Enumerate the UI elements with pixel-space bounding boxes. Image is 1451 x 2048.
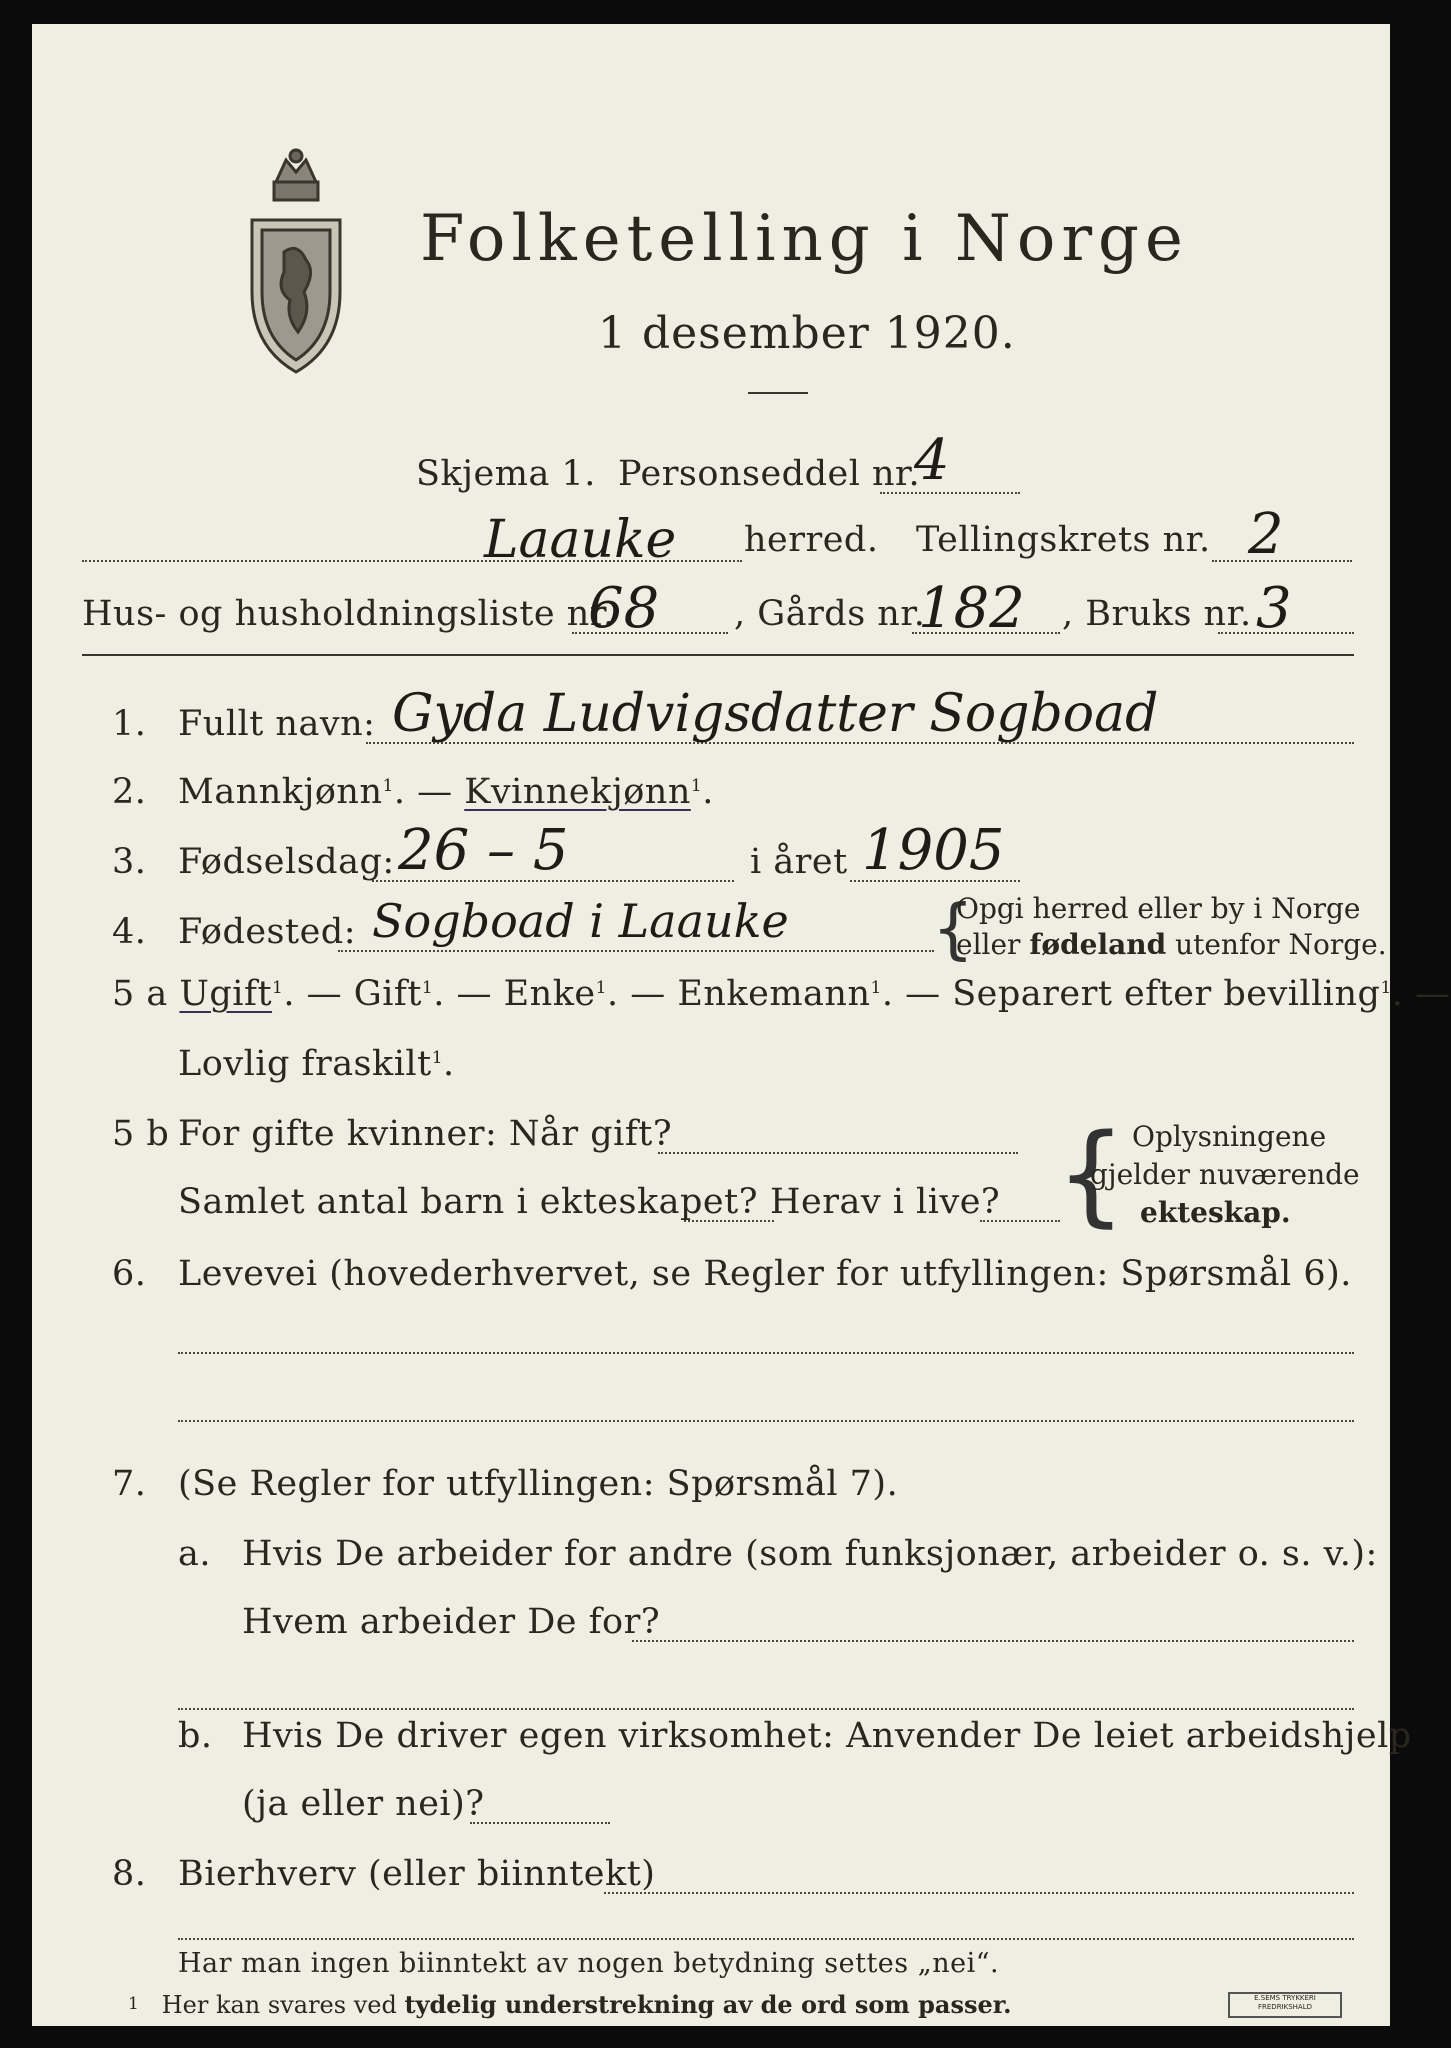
personseddel-line (880, 492, 1020, 494)
tellingskrets-label: Tellingskrets nr. (916, 520, 1211, 560)
birthplace-note-brace: { (932, 890, 974, 967)
q7-label: (Se Regler for utfyllingen: Spørsmål 7). (178, 1464, 899, 1504)
census-date: 1 desember 1920. (598, 308, 1016, 359)
q4-number: 4. (112, 912, 147, 952)
q8-label: Bierhverv (eller biinntekt) (178, 1854, 656, 1894)
q5a-number: 5 a (112, 974, 168, 1014)
birthday-value: 26 – 5 (398, 818, 569, 883)
q6-label: Levevei (hovederhvervet, se Regler for utfyllingen: Spørsmål 6). (178, 1254, 1352, 1294)
q3-label: Fødselsdag: (178, 842, 395, 882)
marriage-note-brace: { (1056, 1110, 1126, 1238)
q7a-text: Hvis De arbeider for andre (som funksjonær, arbeider o. s. v.): (242, 1534, 1378, 1574)
q4-label: Fødested: (178, 912, 356, 952)
bruks-label: , Bruks nr. (1062, 594, 1252, 634)
tellingskrets-value: 2 (1248, 502, 1284, 567)
q1-number: 1. (112, 704, 147, 744)
q5b-number: 5 b (112, 1114, 170, 1154)
printer-stamp: E.SEMS TRYKKERI FREDRIKSHALD (1228, 1992, 1342, 2018)
birth-year-value: 1905 (862, 818, 1005, 883)
q2-number: 2. (112, 772, 147, 812)
gards-label: , Gårds nr. (734, 594, 926, 634)
title-divider (748, 392, 808, 394)
personseddel-label: Personseddel nr. (618, 454, 921, 494)
marital-separert: . — Separert efter bevilling (881, 974, 1381, 1014)
employer-line-2 (178, 1708, 1354, 1710)
children-line (684, 1220, 774, 1222)
schema-label: Skjema 1. (416, 454, 596, 494)
census-form-sheet (32, 24, 1451, 2026)
husholdningsliste-label: Hus- og husholdningsliste nr. (82, 594, 615, 634)
marriage-note-3: ekteskap. (1140, 1196, 1291, 1229)
gender-male: Mannkjønn (178, 772, 383, 812)
marital-fraskilt: Lovlig fraskilt$^1$. (178, 1044, 455, 1084)
footnote: $^1$ Her kan svares ved tydelig understrekning av de ord som passer. (128, 1990, 1012, 2019)
q7b-yes-no-label: (ja eller nei)? (242, 1784, 485, 1824)
footnote-ref: 1 (382, 776, 394, 796)
q7b-letter: b. (178, 1716, 213, 1756)
children-alive-label: Herav i live? (770, 1182, 1001, 1222)
marriage-note-1: Oplysningene (1132, 1120, 1327, 1153)
birthplace-note-2: eller fødeland utenfor Norge. (956, 928, 1387, 961)
gender-options: Mannkjønn$^1$. — Kvinnekjønn$^1$. (178, 772, 714, 812)
q7b-text: Hvis De driver egen virksomhet: Anvender De leiet arbeidshjelp (242, 1716, 1412, 1756)
full-name-value: Gyda Ludvigsdatter Sogboad (392, 684, 1159, 744)
personseddel-value: 4 (914, 428, 950, 493)
husholdningsliste-value: 68 (588, 576, 660, 641)
herred-label: herred. (744, 520, 879, 560)
marital-enke: . — Enke (433, 974, 596, 1014)
birth-year-label: i året (750, 842, 848, 882)
occupation-line-1 (178, 1352, 1354, 1354)
gards-value: 182 (918, 576, 1025, 641)
footnote-mark: 1 (128, 1994, 139, 2014)
q5b-label: For gifte kvinner: Når gift? (178, 1114, 673, 1154)
q6-number: 6. (112, 1254, 147, 1294)
herred-value: Laauke (484, 510, 677, 570)
norwegian-coat-of-arms-icon (246, 142, 346, 378)
form-title: Folketelling i Norge (420, 202, 1189, 276)
q1-label: Fullt navn: (178, 704, 376, 744)
birthplace-line (338, 950, 934, 952)
q5a-marital-options: 5 a Ugift$^1$. — Gift$^1$. — Enke$^1$. — Enkemann$^1$. — Separert efter bevilling$^1$. — (112, 974, 1451, 1014)
q7a-letter: a. (178, 1534, 211, 1574)
q7-number: 7. (112, 1464, 147, 1504)
q8-number: 8. (112, 1854, 147, 1894)
married-date-line (658, 1152, 1018, 1154)
side-income-line-1 (604, 1892, 1354, 1894)
marital-gift: . — Gift (283, 974, 422, 1014)
q3-number: 3. (112, 842, 147, 882)
bruks-value: 3 (1256, 576, 1292, 641)
children-label: Samlet antal barn i ekteskapet? (178, 1182, 758, 1222)
yes-no-line (470, 1822, 610, 1824)
gender-female-underlined: Kvinnekjønn (464, 772, 691, 812)
q7a-employer-label: Hvem arbeider De for? (242, 1602, 661, 1642)
marital-ugift-underlined: Ugift (179, 974, 273, 1014)
employer-line-1 (632, 1640, 1354, 1642)
marital-enkemann: . — Enkemann (606, 974, 871, 1014)
side-income-note: Har man ingen biinntekt av nogen betydning settes „nei“. (178, 1948, 1000, 1979)
birthplace-value: Sogboad i Laauke (372, 894, 789, 948)
marriage-note-2: gjelder nuværende (1090, 1158, 1360, 1191)
birthplace-note-1: Opgi herred eller by i Norge (956, 892, 1361, 925)
children-alive-line (980, 1220, 1060, 1222)
header-separator (82, 654, 1354, 656)
occupation-line-2 (178, 1420, 1354, 1422)
side-income-line-2 (178, 1938, 1354, 1940)
